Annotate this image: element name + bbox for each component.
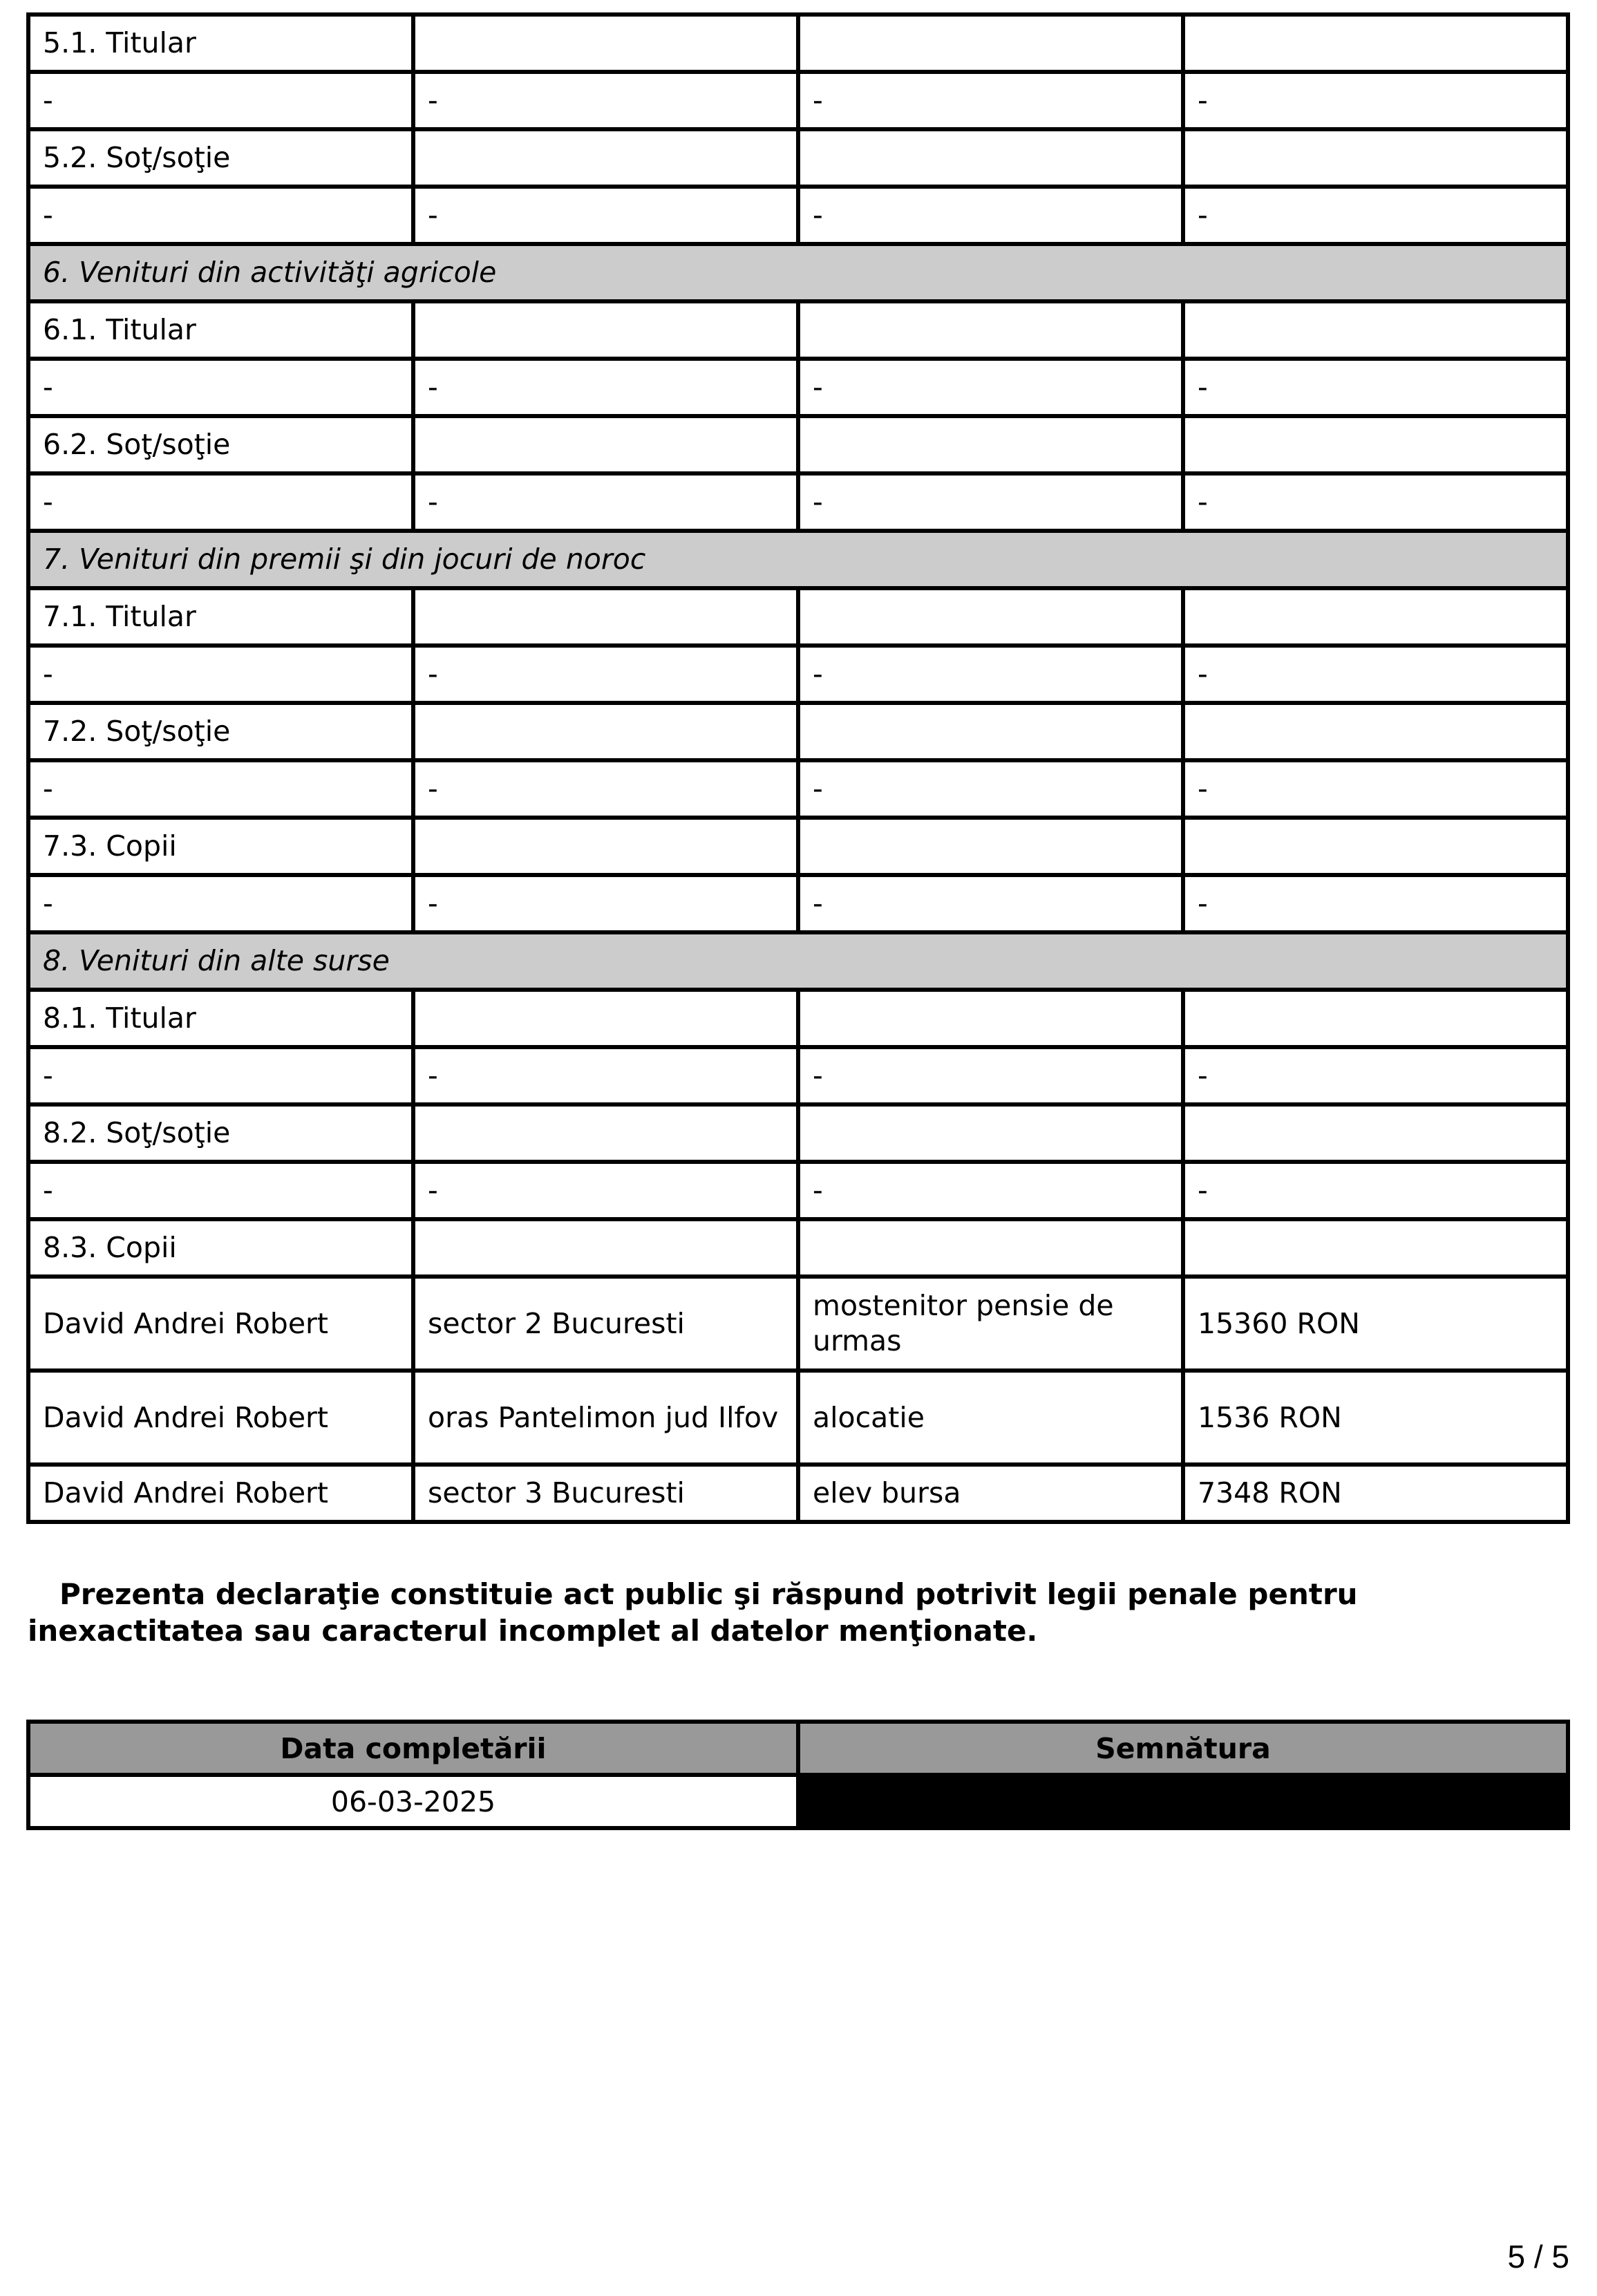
category-row — [28, 1104, 1568, 1162]
category-row — [28, 129, 1568, 187]
page-number: 5 / 5 — [1507, 2239, 1569, 2275]
table-cell: - — [798, 875, 1183, 932]
signature-table-header-row — [28, 1722, 1568, 1775]
section-header-row — [28, 932, 1568, 990]
table-cell: - — [1183, 1047, 1568, 1104]
table-cell: - — [798, 72, 1183, 129]
section-header-row — [28, 244, 1568, 301]
category-row — [28, 990, 1568, 1047]
section-title: 7. Venituri din premii şi din jocuri de noroc — [28, 531, 1568, 588]
table-cell — [798, 1104, 1183, 1162]
table-cell — [798, 818, 1183, 875]
table-cell: - — [1183, 359, 1568, 416]
table-cell — [1183, 416, 1568, 473]
table-cell: - — [798, 187, 1183, 244]
date-header: Data completării — [28, 1722, 798, 1775]
table-cell: - — [1183, 72, 1568, 129]
category-row — [28, 301, 1568, 359]
table-cell — [413, 416, 798, 473]
table-cell — [413, 818, 798, 875]
table-row — [28, 72, 1568, 129]
table-cell: - — [1183, 875, 1568, 932]
table-cell: - — [28, 1162, 413, 1219]
table-cell: - — [1183, 760, 1568, 818]
category-label: 7.1. Titular — [28, 588, 413, 646]
table-cell — [1183, 703, 1568, 760]
table-cell: - — [28, 1047, 413, 1104]
completion-date: 06-03-2025 — [28, 1775, 798, 1828]
table-cell — [798, 990, 1183, 1047]
legal-statement: Prezenta declaraţie constituie act public şi răspund potrivit legii penale pentru inexactitatea sau caracterul incomplet al datelor menţionate. — [28, 1577, 1358, 1648]
signature-table — [26, 1720, 1570, 1830]
table-cell: - — [798, 1047, 1183, 1104]
table-row — [28, 1162, 1568, 1219]
table-cell: 7348 RON — [1183, 1465, 1568, 1522]
table-cell — [798, 129, 1183, 187]
table-cell: - — [28, 875, 413, 932]
table-cell: - — [413, 1047, 798, 1104]
category-row — [28, 818, 1568, 875]
category-label: 6.1. Titular — [28, 301, 413, 359]
table-cell: - — [413, 72, 798, 129]
table-cell: 1536 RON — [1183, 1371, 1568, 1465]
table-cell — [1183, 990, 1568, 1047]
income-table-body — [28, 15, 1568, 1522]
table-cell — [413, 301, 798, 359]
table-cell — [1183, 1219, 1568, 1277]
table-cell — [1183, 1104, 1568, 1162]
category-row — [28, 588, 1568, 646]
table-cell — [1183, 301, 1568, 359]
table-cell: - — [28, 646, 413, 703]
table-cell: - — [28, 187, 413, 244]
category-row — [28, 15, 1568, 72]
table-cell — [1183, 129, 1568, 187]
table-cell — [1183, 588, 1568, 646]
category-row — [28, 1219, 1568, 1277]
table-cell: David Andrei Robert — [28, 1277, 413, 1371]
table-cell — [413, 1219, 798, 1277]
category-row — [28, 416, 1568, 473]
table-cell — [413, 990, 798, 1047]
table-cell: mostenitor pensie de urmas — [798, 1277, 1183, 1371]
table-cell — [413, 129, 798, 187]
table-cell: sector 2 Bucuresti — [413, 1277, 798, 1371]
table-cell — [798, 703, 1183, 760]
category-label: 8.2. Soţ/soţie — [28, 1104, 413, 1162]
table-cell: - — [798, 1162, 1183, 1219]
table-cell — [798, 588, 1183, 646]
section-title: 8. Venituri din alte surse — [28, 932, 1568, 990]
table-cell: - — [28, 760, 413, 818]
table-cell: alocatie — [798, 1371, 1183, 1465]
table-cell: sector 3 Bucuresti — [413, 1465, 798, 1522]
table-row — [28, 1047, 1568, 1104]
table-row — [28, 473, 1568, 531]
table-row — [28, 1371, 1568, 1465]
table-cell: David Andrei Robert — [28, 1371, 413, 1465]
table-cell: oras Pantelimon jud Ilfov — [413, 1371, 798, 1465]
category-label: 8.3. Copii — [28, 1219, 413, 1277]
table-cell: - — [798, 473, 1183, 531]
signature-redacted — [798, 1775, 1568, 1828]
table-row — [28, 760, 1568, 818]
table-cell: elev bursa — [798, 1465, 1183, 1522]
table-cell: - — [413, 1162, 798, 1219]
table-cell — [1183, 818, 1568, 875]
table-cell: - — [798, 760, 1183, 818]
signature-header: Semnătura — [798, 1722, 1568, 1775]
table-cell: - — [1183, 1162, 1568, 1219]
section-title: 6. Venituri din activităţi agricole — [28, 244, 1568, 301]
category-label: 5.1. Titular — [28, 15, 413, 72]
table-cell — [413, 1104, 798, 1162]
table-row — [28, 187, 1568, 244]
category-label: 6.2. Soţ/soţie — [28, 416, 413, 473]
table-cell: - — [413, 359, 798, 416]
table-cell: - — [798, 646, 1183, 703]
category-label: 5.2. Soţ/soţie — [28, 129, 413, 187]
category-label: 7.3. Copii — [28, 818, 413, 875]
table-cell: - — [413, 646, 798, 703]
table-cell: - — [413, 473, 798, 531]
table-cell: David Andrei Robert — [28, 1465, 413, 1522]
table-cell — [798, 301, 1183, 359]
table-cell: - — [413, 187, 798, 244]
table-cell: - — [1183, 646, 1568, 703]
table-cell: 15360 RON — [1183, 1277, 1568, 1371]
table-cell: - — [413, 875, 798, 932]
table-cell: - — [28, 72, 413, 129]
table-cell: - — [1183, 187, 1568, 244]
table-cell: - — [798, 359, 1183, 416]
table-cell: - — [413, 760, 798, 818]
table-row — [28, 646, 1568, 703]
table-cell — [413, 15, 798, 72]
signature-table-value-row — [28, 1775, 1568, 1828]
category-label: 8.1. Titular — [28, 990, 413, 1047]
category-row — [28, 703, 1568, 760]
table-row — [28, 359, 1568, 416]
table-cell — [413, 703, 798, 760]
table-row — [28, 875, 1568, 932]
table-cell — [798, 15, 1183, 72]
table-cell: - — [28, 473, 413, 531]
table-row — [28, 1277, 1568, 1371]
table-cell — [798, 416, 1183, 473]
table-cell — [798, 1219, 1183, 1277]
table-row — [28, 1465, 1568, 1522]
section-header-row — [28, 531, 1568, 588]
category-label: 7.2. Soţ/soţie — [28, 703, 413, 760]
table-cell: - — [28, 359, 413, 416]
table-cell — [413, 588, 798, 646]
table-cell — [1183, 15, 1568, 72]
income-table — [26, 12, 1570, 1524]
table-cell: - — [1183, 473, 1568, 531]
